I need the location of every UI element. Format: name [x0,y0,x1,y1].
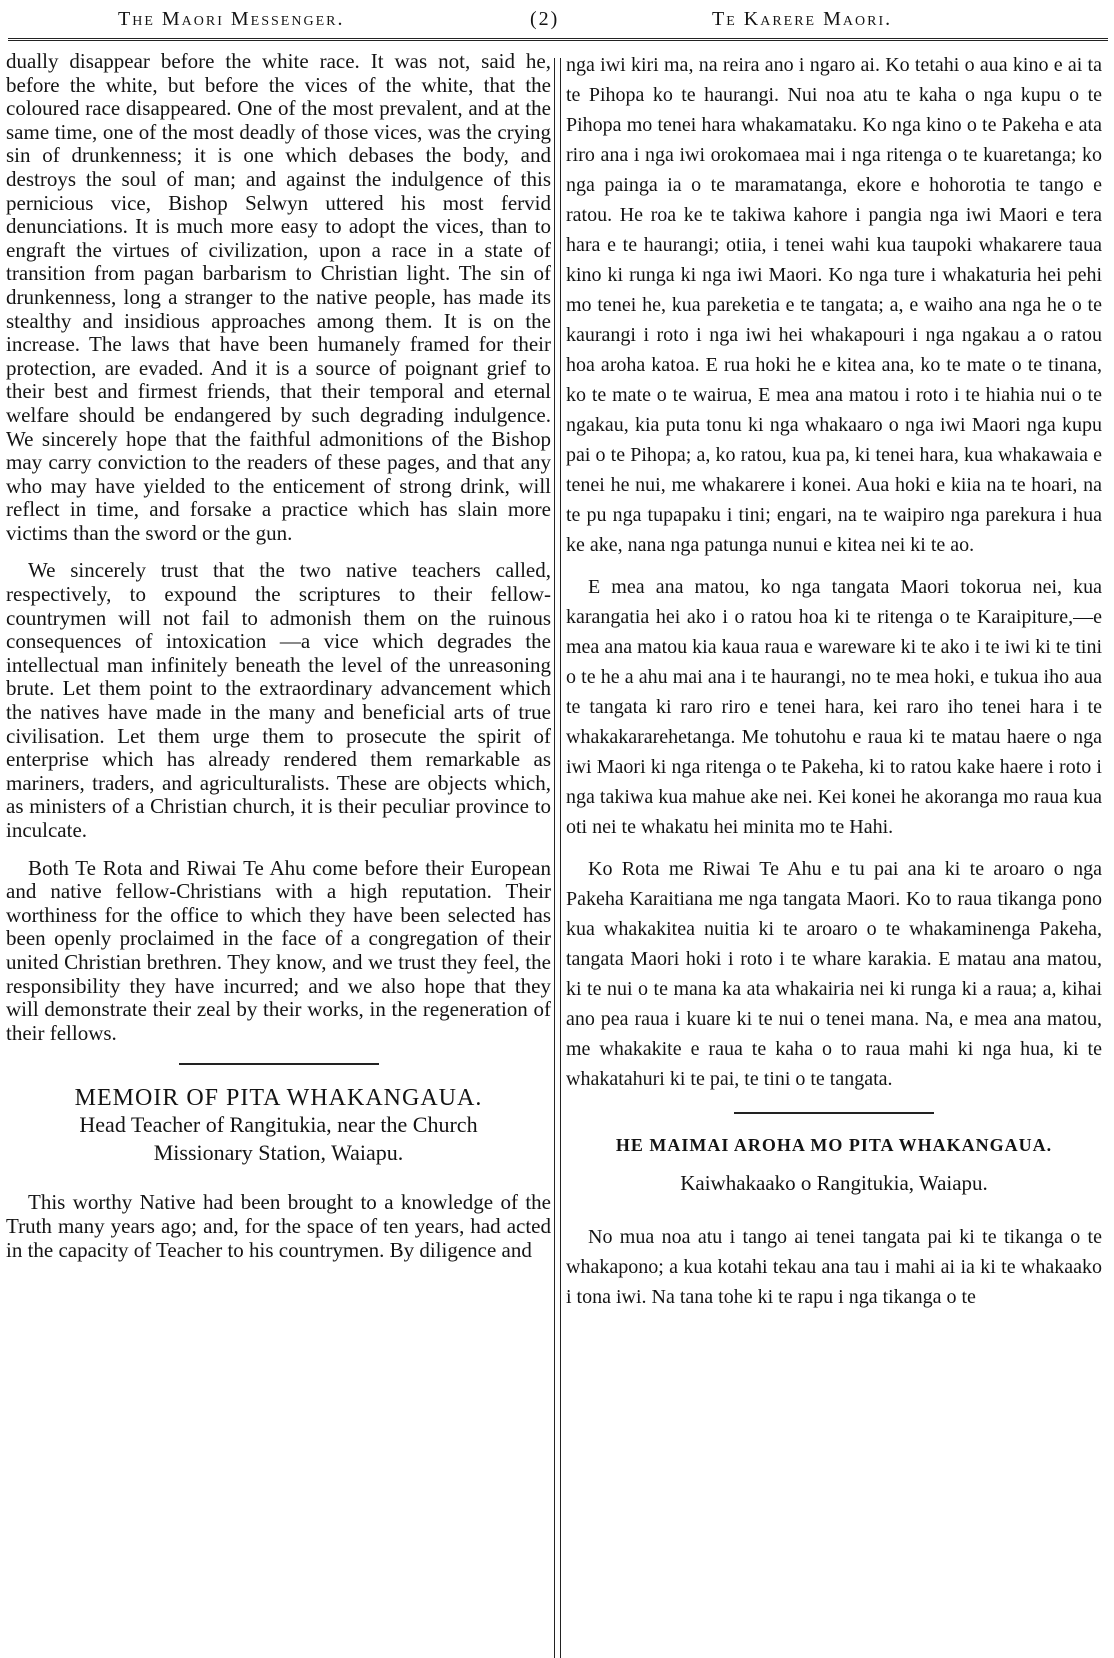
maori-column [566,50,1102,1324]
maori-paragraph: nga iwi kiri ma, na reira ano i ngaro ai. Ko tetahi o aua kino e ai ta te Pihopa ko te haurangi. Nui noa atu te kaha o nga kupu o te Pihopa mo tenei hara whakamataku. Ko nga kino o te Pakeha e ata riro ana i nga iwi orokomaea mai i nga ritenga o te kuaretanga; ko nga painga ia o te maramatanga, ekore e hohorotia te tango e ratou. He roa ke te takiwa kahore i pangia nga iwi Maori e tera hara e te haurangi; otiia, i tenei wahi kua taupoki whakarere taua kino ki runga ki nga iwi Maori. Ko nga ture i whakaturia hei pehi mo tenei he, kua pareketia e te tangata; a, e waiho ana nga he o te kaurangi i roto i nga iwi hei whakapouri i nga ngakau a o ratou hoa aroha katoa. E rua hoki he e kitea ana, ko te mate o te tinana, ko te mate o te wairua, E mea ana matou i roto i te hiahia nui o te ngakau, kia puta tonu ki nga whakaaro o nga iwi Maori nga kupu pai o te Pihopa; a, ko ratou, kua pa, ki tenei hara, kua whakawaia e tenei he nui, me whakarere i konei. Aua hoki e kiia na te hoari, na te pu nga tupapaku i tini; engari, na te waipiro nga parekura i hua ke ake, nana nga patunga nunui e kitea nei ki te ao. [566,54,1102,556]
maori-memoir-heading: HE MAIMAI AROHA MO PITA WHAKANGAUA. [615,1135,1053,1155]
page-number: (2) [530,8,560,30]
column-divider [554,58,561,1658]
header-maori-title: Te Karere Maori. [712,8,893,30]
english-paragraph: dually disappear before the white race. It was not, said he, before the white, but before the vices of the white, that the coloured race disappeared. One of the most prevalent, and at the same time, one of the most deadly of those vices, was the crying sin of drunkenness; it is one which debases the body, and destroys the soul of man; and against the indulgence of this pernicious vice, Bishop Selwyn uttered his most fervid denunciations. It is much more easy to adopt the vices, than to engraft the virtues of civilization, upon a race in a state of transition from pagan barbarism to Christian light. The sin of drunkenness, long a stranger to the native people, has made its stealthy and insidious approaches among them. It is on the increase. The laws that have been humanely framed for their protection, are evaded. And it is a source of poignant grief to their best and firmest friends, that their temporal and eternal welfare should be endangered by such degrading indulgence. We sincerely hope that the faithful admonitions of the Bishop may carry conviction to the readers of these pages, and that any who may have yielded to the enticement of strong drink, will reflect in time, and forsake a practice which has slain more victims than the sword or the gun. [6,49,551,545]
english-paragraph: We sincerely trust that the two native teachers called, respectively, to expound the scriptures to their fellow-countrymen will not fail to admonish them on the ruinous consequences of intoxication —a vice which degrades the intellectual man infinitely beneath the level of the unreasoning brute. Let them point to the extraordinary advancement which the natives have made in the many and beneficial arts of true civilisation. Let them urge them to prosecute the spirit of enterprise which has already rendered them remarkable as mariners, traders, and agriculturalists. These are objects which, as ministers of a Christian church, it is their peculiar province to inculcate. [6,558,551,842]
memoir-subheading-line1: Head Teacher of Rangitukia, near the Church [79,1112,478,1138]
maori-paragraph: E mea ana matou, ko nga tangata Maori tokorua nei, kua karangatia hei ako i o ratou hoa ki te ritenga o te Karaipiture,—e mea ana matou kia kaua raua e wareware ki te ako i te iwi ki te tini o te he a ahu mai ana i te haurangi, no te mea hoki, e tukua iho aua te tangata ki raro riro e tenei hara, kei raro iho tenei hara i te whakakararehetanga. Me tohutohu e raua ki te matau haere o nga iwi Maori ki nga ritenga o te Pakeha, ki to ratou kake haere i roto i nga takiwa kua mahue ake nei. Kei konei he akoranga mo raua kua oti nei te whakatu hei minita mo te Hahi. [566,576,1102,838]
maori-memoir-subheading: Kaiwhakaako o Rangitukia, Waiapu. [680,1171,988,1195]
header-double-rule [8,38,1108,41]
memoir-subheading-line2: Missionary Station, Waiapu. [153,1140,404,1166]
section-rule [734,1112,934,1114]
english-column [6,50,551,1276]
memoir-paragraph: This worthy Native had been brought to a knowledge of the Truth many years ago; and, for the space of ten years, had acted in the capacity of Teacher to his countrymen. By diligence and [6,1190,551,1262]
memoir-heading: MEMOIR OF PITA WHAKANGAUA. [74,1085,483,1112]
running-header [0,0,1114,40]
english-paragraph: Both Te Rota and Riwai Te Ahu come before their European and native fellow-Christians with a high reputation. Their worthiness for the office to which they have been selected has been openly proclaimed in the face of a congregation of their united Christian brethren. They know, and we trust they feel, the responsibility they have incurred; and we also hope that they will demonstrate their zeal by their works, in the regeneration of their fellows. [6,855,551,1045]
section-rule [179,1063,379,1065]
maori-memoir-paragraph: No mua noa atu i tango ai tenei tangata pai ki te tikanga o te whakapono; a kua kotahi tekau ana tau i mahi ai ia ki te whakaako i tona iwi. Na tana tohe ki te rapu i nga tikanga o te [566,1226,1102,1308]
maori-paragraph: Ko Rota me Riwai Te Ahu e tu pai ana ki te aroaro o nga Pakeha Karaitiana me nga tangata Maori. Ko to raua tikanga pono kua whakakitea nuitia ki te aroaro o te whakaminenga Pakeha, tangata Maori hoki i roto i te whare karakia. E matau ana matou, ki te nui o te mana ka ata whakairia nei ki runga ki a raua; a, kihai ano pea raua i kuare ki te nui o tenei mana. Na, e mea ana matou, me whakakite e raua te kaha o to raua mahi ki nga hua, ki te whakatahuri ki te pai, te tini o te tangata. [566,858,1102,1090]
header-english-title: The Maori Messenger. [118,8,345,30]
